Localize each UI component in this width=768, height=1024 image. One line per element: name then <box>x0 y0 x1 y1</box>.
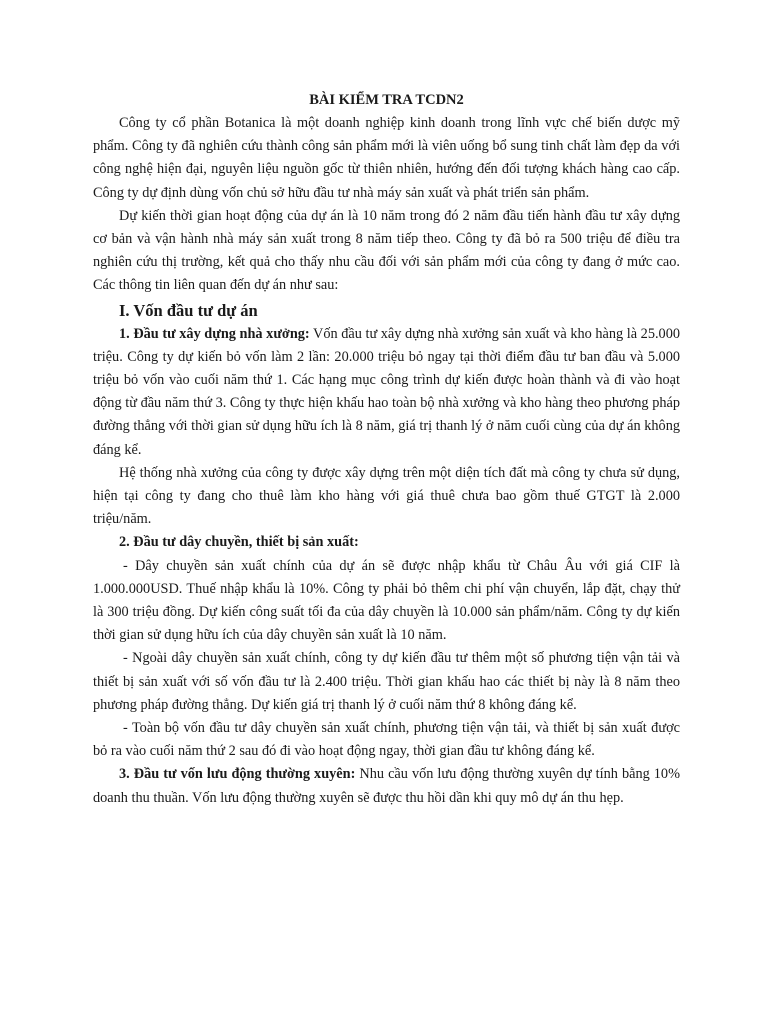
item-1-paragraph <box>93 323 680 462</box>
document-title: BÀI KIỂM TRA TCDN2 <box>309 92 464 108</box>
intro-paragraph-2: Dự kiến thời gian hoạt động của dự án là 10 năm trong đó 2 năm đầu tiến hành đầu tư xây dựng cơ bản và vận hành nhà máy sản xuất trong 8 năm tiếp theo. Công ty đã bỏ ra 500 triệu để điều tra nghiên cứu thị trường, kết quả cho thấy nhu cầu đối với sản phẩm mới của công ty đang ở mức cao. Các thông tin liên quan đến dự án như sau: <box>93 207 680 294</box>
item-2-heading <box>93 531 680 554</box>
section-heading-investment: I. Vốn đầu tư dự án <box>119 300 258 320</box>
item-1-paragraph-2: Hệ thống nhà xưởng của công ty được xây dựng trên một diện tích đất mà công ty chưa sử dụng, hiện tại công ty đang cho thuê làm kho hàng với giá thuê chưa bao gồm thuế GTGT là 2.000 triệu/năm. <box>93 464 680 528</box>
item-2-bullet-3: - Toàn bộ vốn đầu tư dây chuyền sản xuất chính, phương tiện vận tải, và thiết bị sản xuất được bỏ ra vào cuối năm thứ 2 sau đó đi vào hoạt động ngay, thời gian đầu tư không đáng kể. <box>93 720 680 760</box>
item-3-paragraph <box>93 763 680 809</box>
item-2-label: 2. Đầu tư dây chuyền, thiết bị sản xuất: <box>119 534 359 551</box>
item-1-text: Vốn đầu tư xây dựng nhà xưởng sản xuất và kho hàng là 25.000 triệu. Công ty dự kiến bỏ vốn làm 2 lần: 20.000 triệu bỏ ngay tại thời điểm đầu tư ban đầu và 5.000 triệu bỏ vốn vào cuối năm thứ 1. Các hạng mục công trình dự kiến được hoàn thành và đi vào hoạt động từ đầu năm thứ 3. Công ty thực hiện khấu hao toàn bộ nhà xưởng và kho hàng theo phương pháp đường thẳng với thời gian sử dụng hữu ích là 8 năm, giá trị thanh lý ở năm cuối cùng của dự án không đáng kể. <box>93 325 680 458</box>
item-2-bullet-1: - Dây chuyền sản xuất chính của dự án sẽ được nhập khẩu từ Châu Âu với giá CIF là 1.000.000USD. Thuế nhập khẩu là 10%. Công ty phải bỏ thêm chi phí vận chuyển, lắp đặt, chạy thử là 300 triệu đồng. Dự kiến công suất tối đa của dây chuyền là 10.000 sản phẩm/năm. Công ty dự kiến thời gian sử dụng hữu ích của dây chuyền sản xuất là 10 năm. <box>93 557 680 644</box>
intro-paragraph-1: Công ty cổ phần Botanica là một doanh nghiệp kinh doanh trong lĩnh vực chế biến dược mỹ phẩm. Công ty đã nghiên cứu thành công sản phẩm mới là viên uống bổ sung tinh chất làm đẹp da với công nghệ hiện đại, nguyên liệu nguồn gốc từ thiên nhiên, hướng đến đối tượng khách hàng cao cấp. Công ty dự định dùng vốn chủ sở hữu đầu tư nhà máy sản xuất và phát triển sản phẩm. <box>93 115 680 201</box>
item-1-label: 1. Đầu tư xây dựng nhà xưởng: <box>119 325 310 342</box>
item-3-label: 3. Đầu tư vốn lưu động thường xuyên: <box>119 766 356 783</box>
item-2-bullet-2: - Ngoài dây chuyền sản xuất chính, công ty dự kiến đầu tư thêm một số phương tiện vận tải và thiết bị sản xuất với số vốn đầu tư là 2.400 triệu. Thời gian khấu hao các thiết bị này là 8 năm theo phương pháp đường thẳng. Dự kiến giá trị thanh lý ở cuối năm thứ 8 không đáng kể. <box>93 650 680 713</box>
item-3-text: Nhu cầu vốn lưu động thường xuyên dự tính bằng 10% doanh thu thuần. Vốn lưu động thường xuyên sẽ được thu hồi dần khi quy mô dự án thu hẹp. <box>93 766 680 806</box>
